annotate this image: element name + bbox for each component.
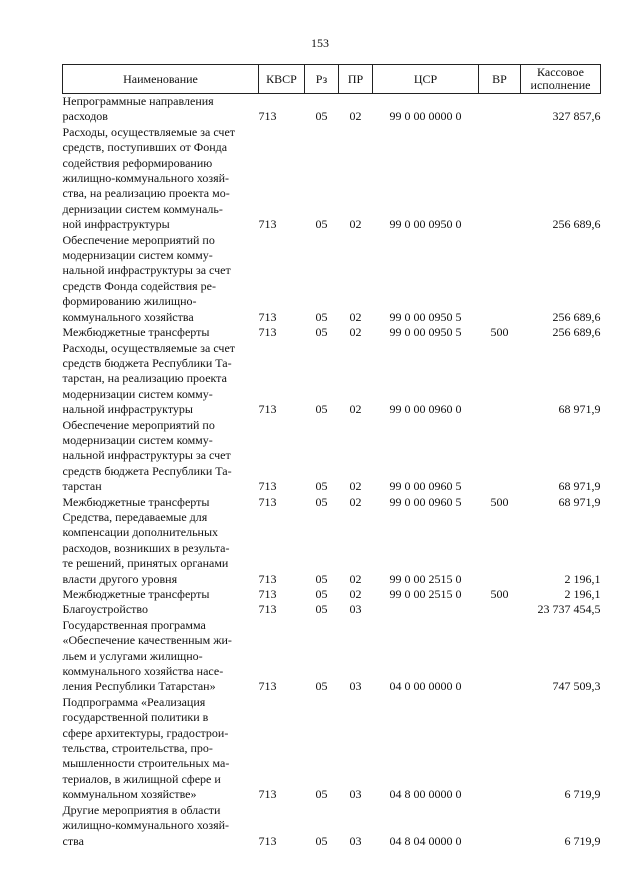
row-rz: 05	[315, 833, 328, 848]
row-amount: 68 971,9	[558, 402, 601, 417]
row-ksvr: 713	[258, 494, 277, 509]
row-vr	[479, 341, 521, 418]
row-ksvr: 713	[258, 217, 277, 232]
row-vr	[479, 94, 521, 125]
row-rz: 05	[315, 479, 328, 494]
row-name: Средства, передаваемые для компенсации дополнительных расходов, возникших в результа- те решений, принятых органами власти другого уровня	[62, 509, 230, 586]
row-csr: 99 0 00 2515 0	[389, 571, 462, 586]
header-amount: Кассовое исполнение	[521, 65, 601, 94]
row-amount: 327 857,6	[552, 109, 601, 124]
row-pr: 02	[349, 325, 362, 340]
row-rz: 05	[315, 109, 328, 124]
row-name: Государственная программа «Обеспечение качественным жи- льем и услугами жилищно- коммунального хозяйства насе- ления Республики Татарстан»	[62, 617, 232, 694]
row-amount: 6 719,9	[564, 833, 601, 848]
row-amount: 6 719,9	[564, 787, 601, 802]
row-vr: 500	[490, 587, 509, 601]
row-name: Межбюджетные трансферты	[62, 494, 210, 509]
row-vr	[479, 602, 521, 617]
row-name: Другие мероприятия в области жилищно-коммунального хозяй- ства	[62, 802, 230, 848]
row-amount: 23 737 454,5	[537, 602, 601, 617]
row-amount: 2 196,1	[564, 587, 601, 601]
table-row	[63, 803, 601, 849]
row-ksvr: 713	[258, 602, 277, 617]
row-vr	[479, 695, 521, 803]
row-name: Расходы, осуществляемые за счет средств бюджета Республики Та- тарстан, на реализацию проекта модернизации систем комму- нальной инфраструктуры	[62, 340, 236, 417]
row-ksvr: 713	[258, 309, 277, 324]
table-row	[63, 510, 601, 587]
row-rz: 05	[315, 325, 328, 340]
row-vr	[479, 803, 521, 849]
row-rz: 05	[315, 571, 328, 586]
row-amount: 68 971,9	[558, 494, 601, 509]
row-pr: 02	[349, 109, 362, 124]
row-amount: 68 971,9	[558, 479, 601, 494]
budget-table	[62, 64, 601, 849]
row-ksvr: 713	[258, 679, 277, 694]
row-amount: 256 689,6	[552, 217, 601, 232]
row-ksvr: 713	[258, 833, 277, 848]
row-ksvr: 713	[258, 402, 277, 417]
row-pr: 03	[349, 787, 362, 802]
row-vr	[479, 510, 521, 587]
row-pr: 02	[349, 479, 362, 494]
row-csr: 99 0 00 0960 5	[389, 494, 462, 509]
table-row	[63, 602, 601, 617]
row-name: Обеспечение мероприятий по модернизации систем комму- нальной инфраструктуры за счет средств Фонда содействия ре- формированию жилищно- коммунального хозяйства	[62, 232, 231, 324]
row-ksvr: 713	[258, 571, 277, 586]
row-vr: 500	[490, 325, 509, 340]
row-csr	[373, 602, 479, 617]
row-rz: 05	[315, 602, 328, 617]
row-csr: 99 0 00 0960 0	[389, 402, 462, 417]
row-csr: 04 0 00 0000 0	[389, 679, 462, 694]
header-rz: Рз	[305, 65, 339, 94]
row-rz: 05	[315, 787, 328, 802]
row-ksvr: 713	[258, 479, 277, 494]
row-name: Благоустройство	[62, 602, 149, 617]
row-rz: 05	[315, 587, 328, 601]
table-row	[63, 341, 601, 418]
row-rz: 05	[315, 494, 328, 509]
row-name: Расходы, осуществляемые за счет средств, поступивших от Фонда содействия реформированию жилищно-коммунального хозяй- ства, на реализацию проекта мо- дернизации систем коммуналь- ной инфраструктуры	[62, 124, 236, 232]
row-csr: 04 8 04 0000 0	[389, 833, 462, 848]
page-number: 153	[311, 36, 329, 50]
row-csr: 04 8 00 0000 0	[389, 787, 462, 802]
row-csr: 99 0 00 0000 0	[389, 109, 462, 124]
table-row	[63, 94, 601, 125]
row-pr: 02	[349, 494, 362, 509]
row-name: Обеспечение мероприятий по модернизации систем комму- нальной инфраструктуры за счет средств бюджета Республики Та- тарстан	[62, 417, 232, 494]
row-name: Межбюджетные трансферты	[62, 587, 210, 601]
row-amount: 2 196,1	[564, 571, 601, 586]
row-ksvr: 713	[258, 109, 277, 124]
row-pr: 02	[349, 571, 362, 586]
header-csr: ЦСР	[373, 65, 479, 94]
row-name: Подпрограмма «Реализация государственной политики в сфере архитектуры, градострои- тельства, строительства, про- мышленности строительных ма- териалов, в жилищной сфере и коммунальном хозяйстве»	[62, 694, 230, 802]
header-pr: ПР	[339, 65, 373, 94]
row-ksvr: 713	[258, 587, 277, 601]
row-pr: 02	[349, 402, 362, 417]
row-vr	[479, 125, 521, 233]
row-csr: 99 0 00 2515 0	[389, 587, 462, 601]
row-pr: 03	[349, 679, 362, 694]
row-csr: 99 0 00 0950 5	[389, 309, 462, 324]
row-amount: 256 689,6	[552, 325, 601, 340]
row-pr: 02	[349, 217, 362, 232]
row-rz: 05	[315, 402, 328, 417]
row-vr	[479, 418, 521, 495]
table-row	[63, 587, 601, 602]
row-pr: 02	[349, 587, 362, 601]
table-row	[63, 495, 601, 510]
row-amount: 256 689,6	[552, 309, 601, 324]
header-ksvr: КВСР	[259, 65, 305, 94]
header-vr: ВР	[479, 65, 521, 94]
row-rz: 05	[315, 217, 328, 232]
row-vr	[479, 233, 521, 325]
row-vr	[479, 618, 521, 695]
table-row	[63, 233, 601, 325]
row-rz: 05	[315, 309, 328, 324]
row-rz: 05	[315, 679, 328, 694]
row-ksvr: 713	[258, 787, 277, 802]
table-row	[63, 125, 601, 233]
table-row	[63, 418, 601, 495]
row-name: Непрограммные направления расходов	[62, 94, 214, 124]
row-pr: 02	[349, 309, 362, 324]
row-vr: 500	[490, 494, 509, 509]
header-name: Наименование	[63, 65, 259, 94]
row-csr: 99 0 00 0950 0	[389, 217, 462, 232]
table-header-row	[63, 65, 601, 94]
table-row	[63, 325, 601, 340]
row-ksvr: 713	[258, 325, 277, 340]
row-csr: 99 0 00 0960 5	[389, 479, 462, 494]
table-row	[63, 695, 601, 803]
row-pr: 03	[349, 833, 362, 848]
row-name: Межбюджетные трансферты	[62, 325, 210, 340]
row-pr: 03	[349, 602, 362, 617]
row-amount: 747 509,3	[552, 679, 601, 694]
table-row	[63, 618, 601, 695]
row-csr: 99 0 00 0950 5	[389, 325, 462, 340]
